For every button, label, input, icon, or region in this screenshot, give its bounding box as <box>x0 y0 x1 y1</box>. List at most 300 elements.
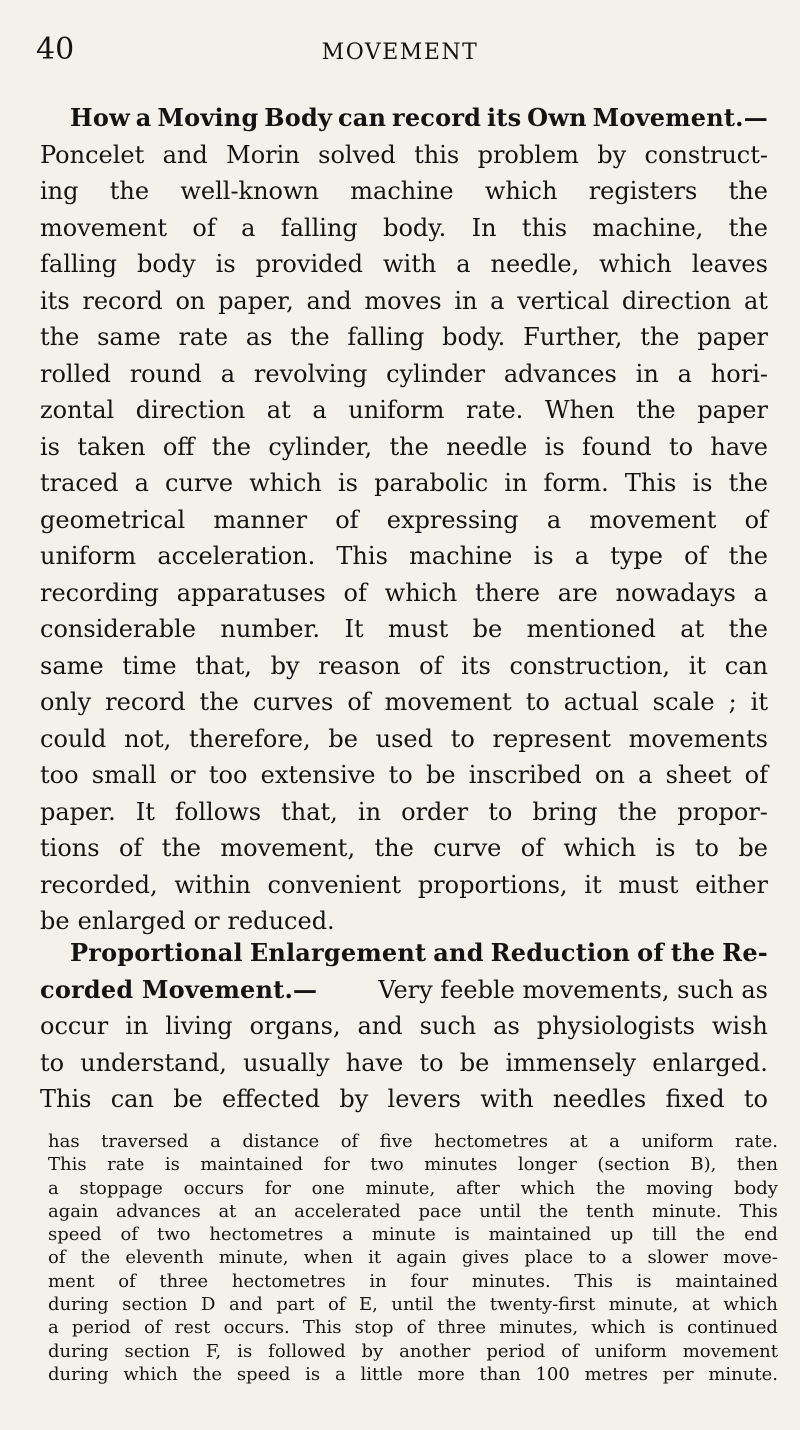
word: of <box>192 213 216 242</box>
word: be <box>40 907 70 935</box>
word: in <box>454 286 478 315</box>
word: construction, <box>509 651 671 680</box>
word: per <box>662 1363 694 1385</box>
text-line <box>48 1270 778 1293</box>
word: by <box>270 651 300 680</box>
word: taken <box>77 432 146 461</box>
word: a <box>241 213 256 242</box>
word: this <box>414 140 460 169</box>
word: such <box>419 1012 477 1040</box>
word: section <box>124 1340 190 1362</box>
word: to <box>488 797 513 826</box>
word: body. <box>442 323 506 351</box>
word: two <box>156 1224 191 1246</box>
word: on <box>175 286 206 315</box>
word: the <box>728 213 768 242</box>
word: as <box>245 323 273 351</box>
word: minutes. <box>471 1270 551 1292</box>
word: When <box>544 396 615 424</box>
word: the <box>728 615 768 643</box>
word: type <box>610 542 663 570</box>
word: ; <box>728 688 737 716</box>
word: machine, <box>592 213 704 242</box>
footnote-lines <box>48 1130 778 1386</box>
text-line <box>40 1081 768 1118</box>
word: its <box>461 651 491 680</box>
word: of <box>520 834 545 862</box>
text-line <box>40 648 768 685</box>
word: hori- <box>710 359 768 388</box>
word: in <box>504 469 528 497</box>
word: speed <box>48 1224 102 1246</box>
word: rest <box>174 1317 211 1339</box>
word: Moving <box>157 103 259 132</box>
word: of <box>143 1317 162 1339</box>
word: body <box>733 1177 778 1199</box>
word: in <box>357 797 382 826</box>
word: in <box>369 1270 387 1292</box>
word: In <box>471 213 497 242</box>
word: is <box>655 834 676 862</box>
word: too <box>40 761 79 789</box>
word: to <box>450 724 475 753</box>
word: advances <box>503 359 617 388</box>
word: It <box>135 797 155 826</box>
word: and <box>357 1012 403 1040</box>
word: paper <box>697 323 768 351</box>
word: occurs. <box>223 1317 290 1339</box>
word: stop <box>354 1317 394 1339</box>
word: minutes <box>424 1154 498 1176</box>
text-line <box>40 721 768 758</box>
word: rate. <box>466 396 524 424</box>
word: the <box>211 432 251 461</box>
word: paper <box>697 396 768 424</box>
word: of <box>327 1294 346 1316</box>
word: at <box>691 1294 710 1316</box>
word: used <box>375 724 433 753</box>
word: minute. <box>651 1200 722 1222</box>
word: to <box>694 834 719 862</box>
word: nowadays <box>615 578 736 607</box>
word: a <box>456 250 471 278</box>
text-line <box>40 830 768 867</box>
word: a <box>638 761 653 789</box>
word: two <box>370 1154 404 1176</box>
word: be <box>425 761 456 789</box>
word: Further, <box>523 323 623 351</box>
word: than <box>479 1363 521 1385</box>
word: a <box>609 1131 620 1152</box>
word: and <box>306 286 352 315</box>
word: maintained <box>675 1270 778 1292</box>
word: for <box>264 1177 291 1199</box>
word: the <box>199 688 239 716</box>
word: can <box>724 651 768 680</box>
word: which <box>520 1177 576 1199</box>
word: is <box>215 250 236 278</box>
body-line <box>40 972 768 1009</box>
word: Poncelet <box>40 140 145 169</box>
word: Morin <box>226 140 300 169</box>
word: minute <box>371 1224 436 1246</box>
word: minute, <box>365 1177 436 1199</box>
word: is <box>337 469 358 497</box>
word: which <box>599 250 672 278</box>
section-2-paragraph <box>40 935 768 1118</box>
word: hectometres <box>231 1270 346 1292</box>
word: provided <box>255 250 364 278</box>
word: Re- <box>722 938 768 967</box>
text-line <box>40 137 768 174</box>
word: the <box>109 177 150 205</box>
word: that, <box>195 651 252 680</box>
word: a <box>677 359 692 388</box>
word: which <box>591 1317 646 1339</box>
text-line <box>48 1363 778 1386</box>
word: recorded, <box>40 870 158 899</box>
word: This <box>48 1154 87 1176</box>
word: gives <box>461 1247 510 1269</box>
word: during <box>48 1294 109 1316</box>
word: that, <box>281 797 338 826</box>
word: well-known <box>180 177 319 205</box>
text-line <box>48 1153 778 1176</box>
word: either <box>695 870 768 899</box>
word: followed <box>268 1340 346 1362</box>
word: body <box>136 250 196 278</box>
word: be <box>472 615 503 643</box>
word: record <box>82 286 163 315</box>
word: part <box>276 1294 315 1316</box>
word: movement, <box>220 834 356 862</box>
word: Proportional <box>70 938 243 967</box>
word: minute. <box>708 1363 778 1385</box>
word: until <box>479 1200 522 1222</box>
word: uniform <box>641 1131 714 1152</box>
word: this <box>521 213 568 242</box>
text-line <box>40 611 768 648</box>
word: distance <box>242 1131 320 1152</box>
word: four <box>410 1270 449 1292</box>
word: within <box>174 870 251 899</box>
word: longer <box>517 1154 577 1176</box>
word: which <box>563 834 637 862</box>
text-line <box>48 1340 778 1363</box>
word: of <box>684 542 708 570</box>
word: on <box>594 761 625 789</box>
word: is <box>237 1340 253 1362</box>
word: the <box>374 834 414 862</box>
word: there <box>475 578 540 607</box>
word: curves <box>252 688 334 716</box>
word: by <box>361 1340 384 1362</box>
word: uniform <box>594 1340 667 1362</box>
word: too <box>208 761 248 789</box>
word: acceleration. <box>157 542 316 570</box>
word: solved <box>318 140 396 169</box>
word: the <box>670 938 716 967</box>
word: until <box>391 1294 434 1316</box>
word: speed <box>236 1363 291 1385</box>
word: machine <box>409 542 513 570</box>
word: traced <box>40 469 119 497</box>
word: five <box>379 1131 413 1152</box>
text-line <box>40 867 768 904</box>
word: machine <box>350 177 454 205</box>
word: is <box>692 469 713 497</box>
word: can <box>337 103 387 132</box>
word: maintained <box>488 1224 592 1246</box>
text-line <box>48 1177 778 1200</box>
word: at <box>680 615 705 643</box>
word: paper. <box>40 797 116 826</box>
word: ing <box>40 177 79 205</box>
word: again <box>396 1247 447 1269</box>
running-title: MOVEMENT <box>321 40 479 65</box>
word: small <box>91 761 157 789</box>
word: parabolic <box>374 469 489 497</box>
word: not, <box>124 724 172 753</box>
word: geometrical <box>40 505 186 534</box>
word: F, <box>205 1340 222 1362</box>
word: the <box>595 1177 626 1199</box>
word: B), <box>690 1154 717 1176</box>
word: a <box>753 578 768 607</box>
word: three <box>159 1270 209 1292</box>
text-line <box>40 392 768 429</box>
word: usually <box>243 1048 330 1077</box>
word: This <box>739 1200 778 1222</box>
word: propor- <box>677 797 768 826</box>
word: Movement.— <box>592 103 768 132</box>
word: time <box>122 651 177 680</box>
word: organs, <box>249 1012 341 1040</box>
word: again <box>48 1200 99 1222</box>
word: movement <box>40 213 168 242</box>
word: with <box>480 1085 534 1113</box>
word: to <box>668 432 694 461</box>
text-line <box>40 1008 768 1045</box>
word: movement <box>384 688 512 716</box>
text-line <box>40 502 768 539</box>
body-line-text: Very feeble movements, such as <box>378 975 768 1004</box>
word: E, <box>358 1294 378 1316</box>
word: the <box>80 1247 111 1269</box>
word: uniform <box>40 542 137 570</box>
word: of <box>637 938 664 967</box>
word: pace <box>418 1200 462 1222</box>
word: the <box>728 542 768 570</box>
word: which <box>723 1294 778 1316</box>
word: for <box>323 1154 350 1176</box>
section-2-lines <box>40 1008 768 1118</box>
section-1-lines <box>40 137 768 940</box>
word: accelerated <box>294 1200 401 1222</box>
word: problem <box>477 140 579 169</box>
word: a <box>546 505 562 534</box>
word: is <box>658 1317 674 1339</box>
word: eleventh <box>125 1247 204 1269</box>
word: same <box>40 651 104 680</box>
word: is <box>40 432 60 461</box>
word: at <box>266 396 291 424</box>
word: same <box>97 323 161 351</box>
word: the <box>446 1294 477 1316</box>
word: rate <box>178 323 229 351</box>
word: end <box>744 1224 778 1246</box>
word: fixed <box>665 1085 725 1113</box>
word: ment <box>48 1270 95 1292</box>
word: have <box>345 1048 404 1077</box>
word: round <box>129 359 202 388</box>
word: This <box>40 1085 92 1113</box>
word: immensely <box>505 1048 637 1077</box>
word: a <box>312 396 327 424</box>
word: enlarged <box>77 907 186 935</box>
word: could <box>40 724 107 753</box>
text-line <box>40 1045 768 1082</box>
word: slower <box>647 1247 708 1269</box>
word: at <box>218 1200 237 1222</box>
word: needles <box>552 1085 647 1113</box>
word: construct- <box>644 140 768 169</box>
word: occur <box>40 1012 109 1040</box>
word: expressing <box>386 505 519 534</box>
word: with <box>382 250 437 278</box>
word: of <box>120 1224 139 1246</box>
word: understand, <box>80 1048 227 1077</box>
section-heading-continuation: corded Movement.— <box>40 974 318 1004</box>
word: vertical <box>517 286 610 315</box>
word: be <box>738 834 768 862</box>
word: by <box>597 140 627 169</box>
word: cylinder, <box>268 432 373 461</box>
word: the <box>538 1200 569 1222</box>
word: to <box>40 1048 65 1077</box>
text-line <box>48 1200 778 1223</box>
word: minute, <box>608 1294 679 1316</box>
word: of <box>744 505 768 534</box>
word: the <box>161 834 202 862</box>
word: a <box>135 103 152 132</box>
word: represent <box>492 724 611 753</box>
word: is <box>533 542 554 570</box>
word: extensive <box>260 761 376 789</box>
text-line <box>48 1130 778 1153</box>
word: found <box>581 432 652 461</box>
word: during <box>48 1340 109 1362</box>
text-line <box>48 1293 778 1316</box>
word: at <box>569 1131 588 1152</box>
word: is <box>544 432 565 461</box>
section-heading <box>40 935 768 972</box>
word: section <box>122 1294 188 1316</box>
word: This <box>302 1317 342 1339</box>
text-line <box>40 319 768 356</box>
word: scale <box>652 688 715 716</box>
word: cylinder <box>386 359 486 388</box>
word: at <box>743 286 768 315</box>
word: (section <box>597 1154 670 1176</box>
word: apparatuses <box>176 578 326 607</box>
word: are <box>557 578 598 607</box>
word: inscribed <box>468 761 582 789</box>
word: has <box>48 1131 80 1152</box>
word: rate. <box>735 1131 778 1152</box>
word: falling <box>40 250 118 278</box>
word: its <box>40 286 70 315</box>
word: the <box>389 432 429 461</box>
text-line <box>48 1223 778 1246</box>
word: of <box>343 578 367 607</box>
word: falling <box>347 323 425 351</box>
word: the <box>40 323 80 351</box>
word: of <box>406 1317 425 1339</box>
word: levers <box>387 1085 461 1113</box>
word: rate <box>107 1154 145 1176</box>
word: of <box>419 651 443 680</box>
word: Own <box>527 103 587 132</box>
word: as <box>493 1012 520 1040</box>
word: be <box>459 1048 490 1077</box>
word: uniform <box>348 396 445 424</box>
word: traversed <box>101 1131 189 1152</box>
word: and <box>433 938 484 967</box>
word: it <box>688 651 707 680</box>
word: one <box>311 1177 345 1199</box>
word: needle <box>446 432 528 461</box>
text-line <box>40 794 768 831</box>
word: effected <box>222 1085 321 1113</box>
word: direction <box>135 396 246 424</box>
text-line <box>48 1316 778 1339</box>
word: maintained <box>200 1154 304 1176</box>
text-line <box>40 173 768 210</box>
word: place <box>524 1247 574 1269</box>
section-heading <box>40 100 768 137</box>
word: a <box>48 1177 59 1199</box>
word: the <box>640 323 680 351</box>
word: more <box>417 1363 465 1385</box>
word: How <box>70 103 130 132</box>
word: in <box>125 1012 149 1040</box>
word: reduced. <box>227 907 335 935</box>
text-line <box>48 1246 778 1269</box>
word: D <box>201 1294 216 1316</box>
text-line <box>40 283 768 320</box>
word: wish <box>711 1012 768 1040</box>
word: registers <box>588 177 698 205</box>
word: of <box>335 505 359 534</box>
word: of <box>118 1270 136 1292</box>
word: of <box>118 834 143 862</box>
word: when <box>303 1247 353 1269</box>
word: the <box>617 797 658 826</box>
word: a <box>334 1363 346 1385</box>
word: moves <box>364 286 442 315</box>
word: is <box>636 1270 652 1292</box>
word: living <box>165 1012 233 1040</box>
word: minutes, <box>499 1317 579 1339</box>
word: and <box>162 140 208 169</box>
word: zontal <box>40 396 115 424</box>
word: is <box>164 1154 180 1176</box>
word: This <box>336 542 388 570</box>
word: a <box>134 469 149 497</box>
word: Body <box>264 103 333 132</box>
word: hectometres <box>434 1131 548 1152</box>
